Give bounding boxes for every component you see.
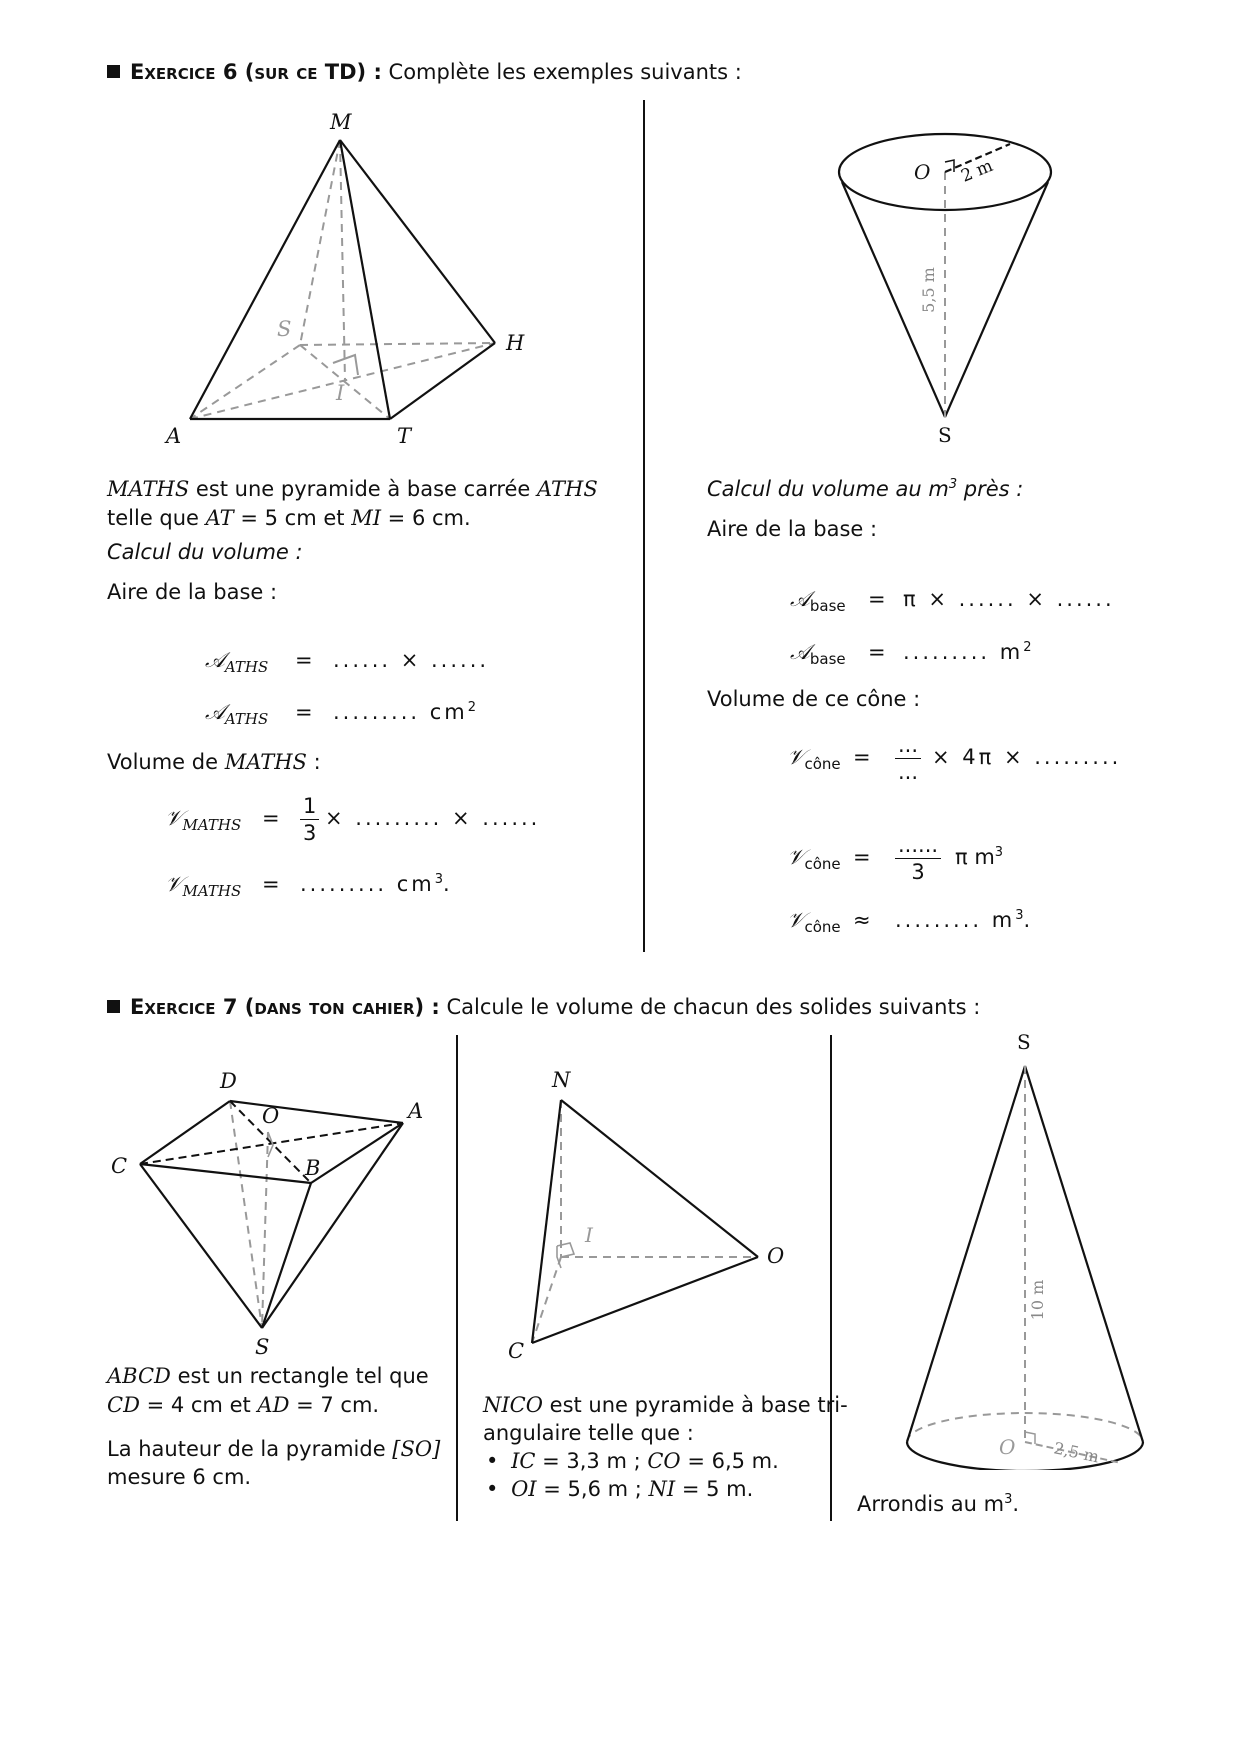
pyramid-aire-label: Aire de la base : xyxy=(107,580,278,604)
volume-symbol: 𝒱 xyxy=(165,806,183,830)
fraction-blank xyxy=(895,732,921,785)
cone-figure-ex6 xyxy=(830,130,1080,460)
cone-right-edge xyxy=(945,182,1048,417)
text-so: [SO] xyxy=(392,1437,441,1461)
pyramid-intro-line2 xyxy=(107,506,471,530)
edge-dc xyxy=(140,1101,230,1164)
text-at: AT xyxy=(205,506,234,530)
label-b: B xyxy=(305,1156,321,1180)
text-aths: ATHS xyxy=(537,477,598,501)
area-symbol: 𝒜 xyxy=(205,700,225,724)
cone-right-edge xyxy=(1025,1066,1143,1442)
equals-sign: = xyxy=(295,700,313,724)
label-o: O xyxy=(914,160,931,184)
label-s: S xyxy=(938,423,952,447)
approx-sign: ≈ xyxy=(853,908,871,932)
edge-nc xyxy=(532,1100,561,1343)
cone-eq2 xyxy=(790,640,1032,669)
volume-symbol: 𝒱 xyxy=(787,845,805,869)
text-intro-4: telle que xyxy=(107,506,206,530)
cone-eq1 xyxy=(790,587,1115,616)
edge-ma xyxy=(190,140,340,419)
fraction-over-three xyxy=(895,832,941,885)
cone-aire-label: Aire de la base : xyxy=(707,517,878,541)
text-vol-3: : xyxy=(306,750,321,774)
label-c: C xyxy=(111,1154,128,1178)
cone-figure-ex7 xyxy=(895,1030,1195,1470)
text-fig1-7: La hauteur de la pyramide xyxy=(107,1437,393,1461)
ex7-title-rest: Calcule le volume de chacun des solides suivants : xyxy=(446,995,981,1019)
pyramid-maths-figure xyxy=(150,110,550,450)
edge-da xyxy=(230,1101,403,1123)
text-vol-1: Volume de xyxy=(107,750,225,774)
label-a: A xyxy=(408,1099,424,1123)
period: . xyxy=(443,872,450,896)
cone-eq2-rhs: ......... m xyxy=(903,640,1024,664)
cone-calc-title xyxy=(707,477,1023,501)
text-intro-8: = 6 cm. xyxy=(381,506,471,530)
area-symbol: 𝒜 xyxy=(205,648,225,672)
pyramid-calc-title: Calcul du volume : xyxy=(107,540,303,564)
fig2-text-line1 xyxy=(483,1393,848,1417)
text-cone-calc-1: Calcul du volume au m xyxy=(707,477,949,501)
equals-sign: = xyxy=(262,806,280,830)
edge-sh xyxy=(300,343,495,345)
cone-eq5 xyxy=(787,908,1031,937)
text-b1-d: = 6,5 m. xyxy=(680,1449,779,1473)
squared-exponent: 2 xyxy=(467,700,477,715)
column-divider-2 xyxy=(830,1035,832,1521)
edge-as xyxy=(262,1123,403,1328)
area-subscript: base xyxy=(809,650,846,669)
label-d: D xyxy=(220,1069,237,1093)
column-divider-1 xyxy=(456,1035,458,1521)
volume-symbol: 𝒱 xyxy=(787,745,805,769)
label-height-10m: 10 m xyxy=(1028,1279,1047,1321)
edge-th xyxy=(390,343,495,419)
volume-subscript: MATHS xyxy=(182,882,242,901)
text-ni: NI xyxy=(648,1477,676,1501)
edge-mh xyxy=(340,140,495,343)
volume-subscript: cône xyxy=(804,918,841,937)
label-t: T xyxy=(397,424,412,448)
ex6-title xyxy=(107,60,742,84)
pyramid-eq1-rhs: ...... × ...... xyxy=(333,648,490,672)
label-a: A xyxy=(166,424,182,448)
label-m: M xyxy=(330,110,352,134)
edge-cb xyxy=(140,1164,311,1183)
fig3-text xyxy=(857,1492,1019,1516)
cone-eq4-rhs: π m xyxy=(955,845,995,869)
text-cone-calc-2: près : xyxy=(957,477,1024,501)
cone-eq1-rhs: π × ...... × ...... xyxy=(903,587,1115,611)
pyramid-eq4 xyxy=(165,872,450,901)
pyramid-abcds-figure xyxy=(105,1065,445,1355)
label-i: I xyxy=(336,381,345,405)
cubed-exponent: 3 xyxy=(1004,1492,1013,1507)
bullet-icon: • xyxy=(486,1477,499,1501)
edge-bs xyxy=(262,1183,311,1328)
pyramid-intro-line1 xyxy=(107,477,598,501)
text-arrondis: Arrondis au m xyxy=(857,1492,1005,1516)
label-h: H xyxy=(506,331,525,355)
fraction-one-third xyxy=(300,793,319,846)
period: . xyxy=(1012,1492,1020,1516)
fig1-text-line3 xyxy=(107,1437,440,1461)
equals-sign: = xyxy=(262,872,280,896)
text-fig1-6: = 7 cm. xyxy=(289,1393,380,1417)
text-intro-2: est une pyramide à base carrée xyxy=(189,477,538,501)
edge-cs xyxy=(140,1164,262,1328)
label-o: O xyxy=(262,1104,280,1128)
cubed-exponent: 3 xyxy=(994,845,1004,860)
ex6-title-bold: Exercice 6 (sur ce TD) : xyxy=(130,60,382,84)
fig1-text-line2 xyxy=(107,1393,379,1417)
text-ad: AD xyxy=(257,1393,290,1417)
cubed-exponent: 3 xyxy=(948,477,958,492)
right-angle-mark xyxy=(557,1243,574,1257)
ex7-title xyxy=(107,995,980,1019)
ex6-title-rest: Complète les exemples suivants : xyxy=(388,60,742,84)
text-b1-b: = 3,3 m ; xyxy=(535,1449,648,1473)
volume-subscript: MATHS xyxy=(182,816,242,835)
text-nico: NICO xyxy=(483,1393,543,1417)
edge-ds xyxy=(230,1101,262,1328)
edge-sa xyxy=(190,345,300,419)
volume-subscript: cône xyxy=(804,855,841,874)
text-maths: MATHS xyxy=(107,477,190,501)
pyramid-eq2-rhs: ......... cm xyxy=(333,700,468,724)
area-subscript: base xyxy=(809,597,846,616)
volume-subscript: cône xyxy=(804,755,841,774)
fig1-text-line4: mesure 6 cm. xyxy=(107,1465,252,1489)
edge-ba xyxy=(311,1123,403,1183)
fraction-numerator: 1 xyxy=(300,793,319,820)
fig2-bullet-1 xyxy=(486,1449,779,1473)
label-radius-2-5m: 2,5 m xyxy=(1052,1438,1101,1467)
fraction-denominator: 3 xyxy=(303,821,317,845)
pyramid-eq3-rhs: × ......... × ...... xyxy=(325,806,541,830)
cone-eq5-rhs: ......... m xyxy=(895,908,1016,932)
label-o: O xyxy=(999,1435,1016,1459)
text-abcd: ABCD xyxy=(107,1364,171,1388)
text-fig1-4: = 4 cm et xyxy=(139,1393,258,1417)
text-vol-maths: MATHS xyxy=(224,750,307,774)
cone-base-front xyxy=(907,1442,1143,1470)
label-c: C xyxy=(508,1339,525,1360)
area-symbol: 𝒜 xyxy=(790,587,810,611)
pyramid-nico-figure xyxy=(500,1060,800,1360)
label-i: I xyxy=(585,1223,593,1247)
fraction-denominator: ... xyxy=(898,760,919,784)
text-b2-d: = 5 m. xyxy=(675,1477,754,1501)
area-symbol: 𝒜 xyxy=(790,640,810,664)
fig2-bullet-2 xyxy=(486,1477,753,1501)
height-so xyxy=(262,1132,268,1328)
fraction-numerator: ...... xyxy=(895,832,941,859)
text-fig2-2: est une pyramide à base tri- xyxy=(542,1393,848,1417)
label-s: S xyxy=(277,317,292,341)
text-intro-6: = 5 cm et xyxy=(233,506,352,530)
cone-eq3-rhs: × 4π × ......... xyxy=(932,745,1122,769)
ex7-title-bold: Exercice 7 (dans ton cahier) : xyxy=(130,995,440,1019)
period: . xyxy=(1023,908,1031,932)
column-divider xyxy=(643,100,645,952)
label-s: S xyxy=(1017,1030,1031,1054)
squared-exponent: 2 xyxy=(1023,640,1032,655)
equals-sign: = xyxy=(868,587,886,611)
cone-left-edge xyxy=(907,1066,1025,1442)
label-height-5-5m: 5,5 m xyxy=(919,267,938,313)
text-co: CO xyxy=(647,1449,681,1473)
edge-ms xyxy=(300,140,340,345)
cone-volume-label: Volume de ce cône : xyxy=(707,687,921,711)
edge-mt xyxy=(340,140,390,419)
bullet-square-icon xyxy=(107,1000,120,1013)
text-mi: MI xyxy=(351,506,381,530)
text-fig1-2: est un rectangle tel que xyxy=(170,1364,429,1388)
pyramid-eq1 xyxy=(205,648,490,677)
area-subscript: ATHS xyxy=(224,710,269,729)
pyramid-eq4-rhs: ......... cm xyxy=(300,872,435,896)
volume-symbol: 𝒱 xyxy=(787,908,805,932)
diag-ca xyxy=(140,1123,403,1164)
fraction-numerator: ... xyxy=(895,732,921,759)
text-b2-b: = 5,6 m ; xyxy=(536,1477,649,1501)
equals-sign: = xyxy=(868,640,886,664)
equals-sign: = xyxy=(295,648,313,672)
pyramid-eq2 xyxy=(205,700,477,729)
label-o: O xyxy=(767,1244,785,1268)
cubed-exponent: 3 xyxy=(434,872,444,887)
label-s: S xyxy=(255,1335,270,1355)
pyramid-volume-label xyxy=(107,750,321,774)
fraction-denominator: 3 xyxy=(911,860,925,884)
text-cd: CD xyxy=(107,1393,140,1417)
equals-sign: = xyxy=(853,845,871,869)
volume-symbol: 𝒱 xyxy=(165,872,183,896)
area-subscript: ATHS xyxy=(224,658,269,677)
label-n: N xyxy=(552,1068,571,1092)
label-radius-2m: 2 m xyxy=(958,155,996,187)
text-ic: IC xyxy=(511,1449,536,1473)
fig2-text-line2: angulaire telle que : xyxy=(483,1421,694,1445)
equals-sign: = xyxy=(853,745,871,769)
text-oi: OI xyxy=(511,1477,537,1501)
bullet-square-icon xyxy=(107,65,120,78)
edge-co xyxy=(532,1257,758,1343)
bullet-icon: • xyxy=(486,1449,499,1473)
fig1-text-line1 xyxy=(107,1364,432,1388)
cubed-exponent: 3 xyxy=(1015,908,1024,923)
